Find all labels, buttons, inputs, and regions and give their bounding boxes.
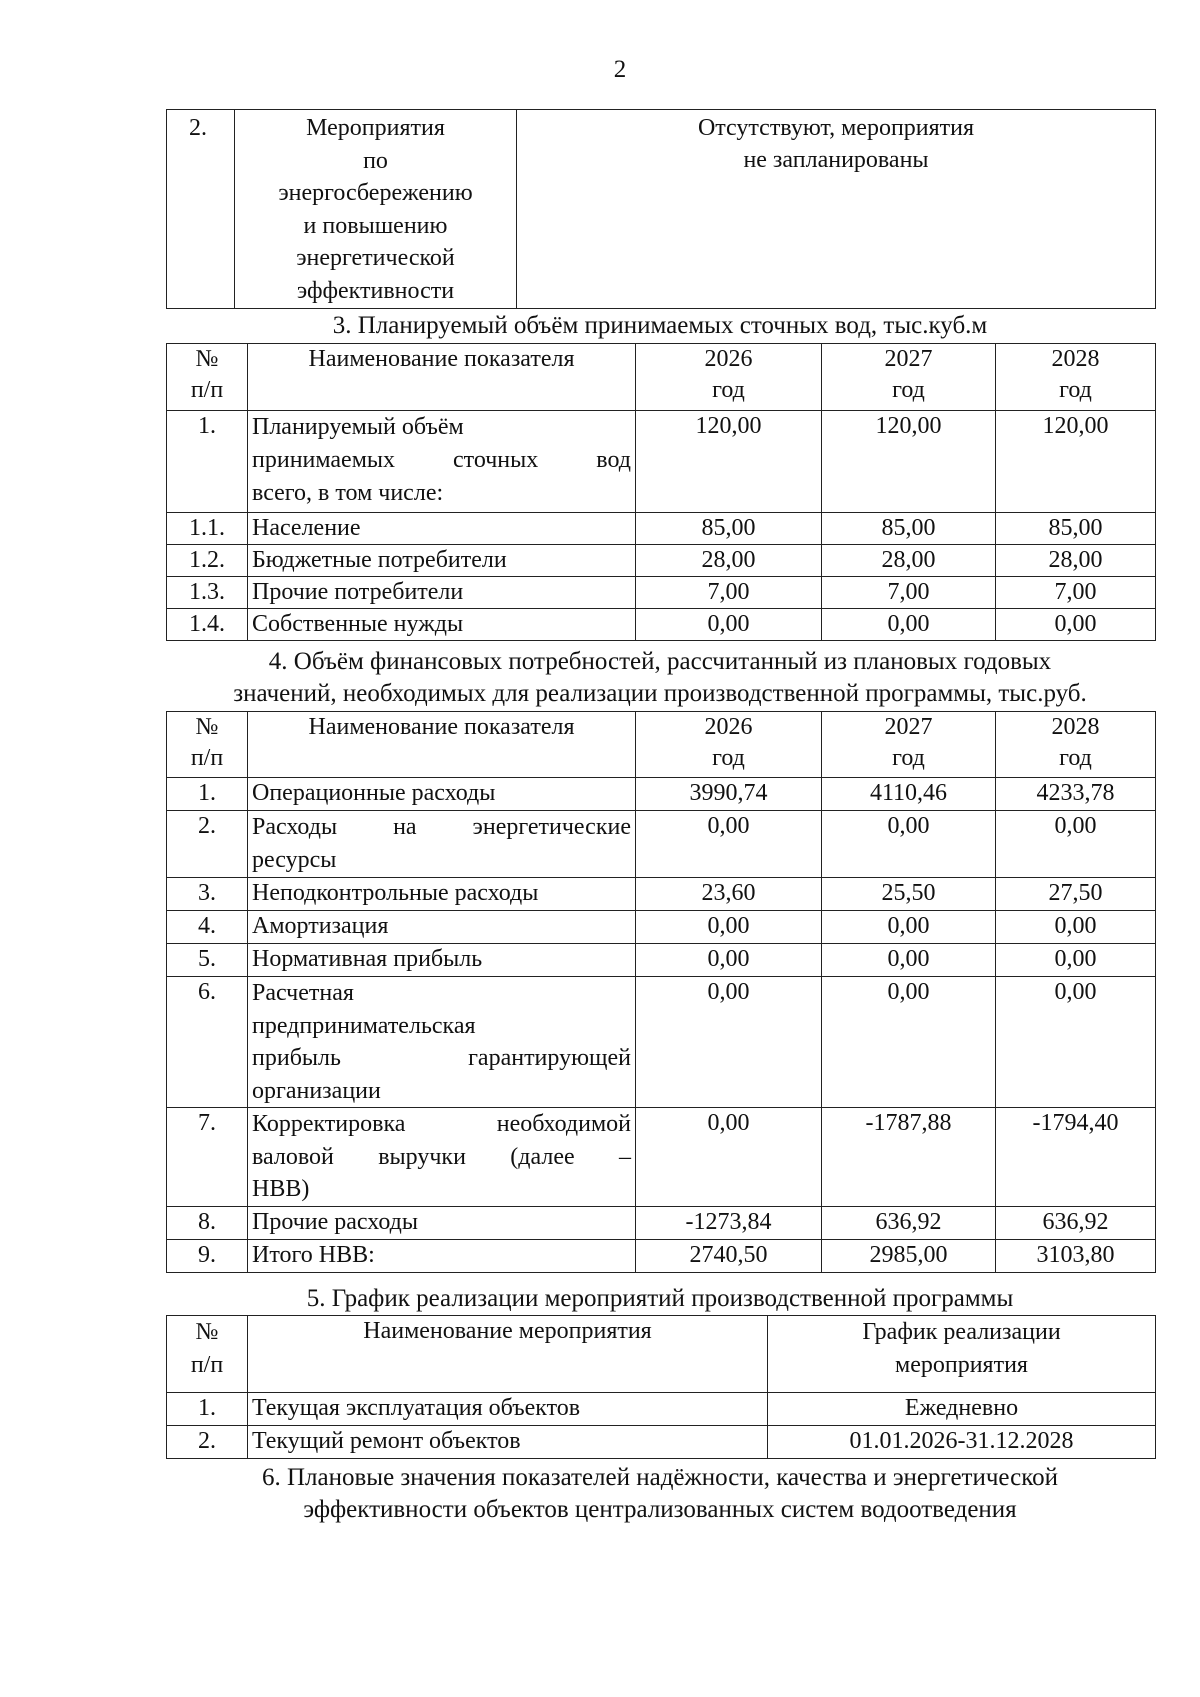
row-number: 1.3. xyxy=(167,577,248,609)
value-2028: 0,00 xyxy=(996,811,1156,878)
section3-title: 3. Планируемый объём принимаемых сточных вод, тыс.куб.м xyxy=(332,312,988,339)
value-2027: 0,00 xyxy=(822,609,996,641)
value-2026: 0,00 xyxy=(636,977,822,1108)
value-2026: 23,60 xyxy=(636,878,822,911)
row-name: Итого НВВ: xyxy=(248,1239,636,1272)
value-2026: -1273,84 xyxy=(636,1206,822,1239)
value-2027: 25,50 xyxy=(822,878,996,911)
row-name: Корректировка необходимой валовой выручки (далее – НВВ) xyxy=(248,1108,636,1207)
row-name: Расходы на энергетические ресурсы xyxy=(248,811,636,878)
header-year-2028: 2028 год xyxy=(996,344,1156,411)
value-2028: 4233,78 xyxy=(996,778,1156,811)
value-2028: 0,00 xyxy=(996,977,1156,1108)
header-num: № п/п xyxy=(167,712,248,778)
row-name: Амортизация xyxy=(248,911,636,944)
row-name: Операционные расходы xyxy=(248,778,636,811)
table-row xyxy=(167,411,1156,513)
table-row xyxy=(167,944,1156,977)
value-2026: 28,00 xyxy=(636,545,822,577)
row-number: 8. xyxy=(167,1206,248,1239)
value-2027: 120,00 xyxy=(822,411,996,513)
table-row xyxy=(167,778,1156,811)
value-2027: 4110,46 xyxy=(822,778,996,811)
measure-value: Отсутствуют, мероприятия не запланированы xyxy=(517,110,1156,309)
table-row xyxy=(167,609,1156,641)
header-year-2026: 2026 год xyxy=(636,712,822,778)
value-2028: 27,50 xyxy=(996,878,1156,911)
table-row xyxy=(167,1426,1156,1459)
value-2028: 0,00 xyxy=(996,609,1156,641)
value-2026: 0,00 xyxy=(636,911,822,944)
table-row xyxy=(167,878,1156,911)
table-header-row xyxy=(167,344,1156,411)
wastewater-volume-table xyxy=(166,343,1156,641)
row-name: Текущая эксплуатация объектов xyxy=(248,1393,768,1426)
row-name: Прочие потребители xyxy=(248,577,636,609)
value-2028: 3103,80 xyxy=(996,1239,1156,1272)
row-number: 2. xyxy=(167,811,248,878)
value-2027: 0,00 xyxy=(822,977,996,1108)
value-2028: 0,00 xyxy=(996,944,1156,977)
value-2026: 3990,74 xyxy=(636,778,822,811)
value-2027: 636,92 xyxy=(822,1206,996,1239)
row-name: Расчетная предпринимательская прибыль гарантирующей организации xyxy=(248,977,636,1108)
table-header-row xyxy=(167,1316,1156,1393)
value-2028: 120,00 xyxy=(996,411,1156,513)
value-2028: 7,00 xyxy=(996,577,1156,609)
value-2026: 120,00 xyxy=(636,411,822,513)
header-year-2026: 2026 год xyxy=(636,344,822,411)
row-name: Бюджетные потребители xyxy=(248,545,636,577)
value-2026: 2740,50 xyxy=(636,1239,822,1272)
energy-saving-table xyxy=(166,109,1156,309)
row-name: Собственные нужды xyxy=(248,609,636,641)
row-number: 1. xyxy=(167,1393,248,1426)
header-year-2027: 2027 год xyxy=(822,344,996,411)
value-2027: 28,00 xyxy=(822,545,996,577)
page-number: 2 xyxy=(613,56,627,83)
row-number: 9. xyxy=(167,1239,248,1272)
value-2028: 0,00 xyxy=(996,911,1156,944)
value-2026: 85,00 xyxy=(636,513,822,545)
header-num: № п/п xyxy=(167,1316,248,1393)
value-2026: 0,00 xyxy=(636,811,822,878)
header-schedule: График реализации мероприятия xyxy=(768,1316,1156,1393)
header-name: Наименование показателя xyxy=(248,712,636,778)
value-2026: 0,00 xyxy=(636,1108,822,1207)
value-2027: -1787,88 xyxy=(822,1108,996,1207)
header-year-2028: 2028 год xyxy=(996,712,1156,778)
section6-title: 6. Плановые значения показателей надёжности, качества и энергетической эффективности объектов централизованных систем водоотведения xyxy=(261,1464,1059,1523)
table-row xyxy=(167,577,1156,609)
table-row xyxy=(167,1108,1156,1207)
row-schedule: Ежедневно xyxy=(768,1393,1156,1426)
row-number: 7. xyxy=(167,1108,248,1207)
row-number: 1.2. xyxy=(167,545,248,577)
table-header-row xyxy=(167,712,1156,778)
table-row xyxy=(167,1393,1156,1426)
value-2027: 0,00 xyxy=(822,911,996,944)
row-number: 1. xyxy=(167,411,248,513)
header-name: Наименование показателя xyxy=(248,344,636,411)
row-number: 4. xyxy=(167,911,248,944)
row-number: 5. xyxy=(167,944,248,977)
value-2026: 0,00 xyxy=(636,944,822,977)
table-row xyxy=(167,977,1156,1108)
value-2028: -1794,40 xyxy=(996,1108,1156,1207)
measure-name: Мероприятия по энергосбережению и повышению энергетической эффективности xyxy=(235,110,517,309)
value-2027: 0,00 xyxy=(822,944,996,977)
schedule-table xyxy=(166,1315,1156,1459)
value-2028: 85,00 xyxy=(996,513,1156,545)
header-name: Наименование мероприятия xyxy=(248,1316,768,1393)
row-name: Планируемый объём принимаемых сточных вод всего, в том числе: xyxy=(248,411,636,513)
value-2026: 0,00 xyxy=(636,609,822,641)
row-name: Нормативная прибыль xyxy=(248,944,636,977)
value-2027: 85,00 xyxy=(822,513,996,545)
value-2027: 2985,00 xyxy=(822,1239,996,1272)
row-name: Текущий ремонт объектов xyxy=(248,1426,768,1459)
row-number: 2. xyxy=(167,110,235,309)
section4-title: 4. Объём финансовых потребностей, рассчитанный из плановых годовых значений, необходимых для реализации производственной программы, тыс.руб. xyxy=(233,648,1087,707)
section5-title: 5. График реализации мероприятий производственной программы xyxy=(306,1285,1014,1312)
row-name: Неподконтрольные расходы xyxy=(248,878,636,911)
header-num: № п/п xyxy=(167,344,248,411)
header-year-2027: 2027 год xyxy=(822,712,996,778)
table-row xyxy=(167,110,1156,309)
row-number: 6. xyxy=(167,977,248,1108)
value-2028: 28,00 xyxy=(996,545,1156,577)
table-row xyxy=(167,1206,1156,1239)
table-row xyxy=(167,513,1156,545)
row-number: 3. xyxy=(167,878,248,911)
row-number: 1.4. xyxy=(167,609,248,641)
table-row xyxy=(167,545,1156,577)
table-row xyxy=(167,811,1156,878)
row-number: 1. xyxy=(167,778,248,811)
row-name: Прочие расходы xyxy=(248,1206,636,1239)
table-row xyxy=(167,911,1156,944)
row-number: 1.1. xyxy=(167,513,248,545)
row-name: Население xyxy=(248,513,636,545)
value-2028: 636,92 xyxy=(996,1206,1156,1239)
value-2027: 0,00 xyxy=(822,811,996,878)
table-row xyxy=(167,1239,1156,1272)
value-2026: 7,00 xyxy=(636,577,822,609)
row-schedule: 01.01.2026-31.12.2028 xyxy=(768,1426,1156,1459)
value-2027: 7,00 xyxy=(822,577,996,609)
financial-needs-table xyxy=(166,711,1156,1273)
row-number: 2. xyxy=(167,1426,248,1459)
